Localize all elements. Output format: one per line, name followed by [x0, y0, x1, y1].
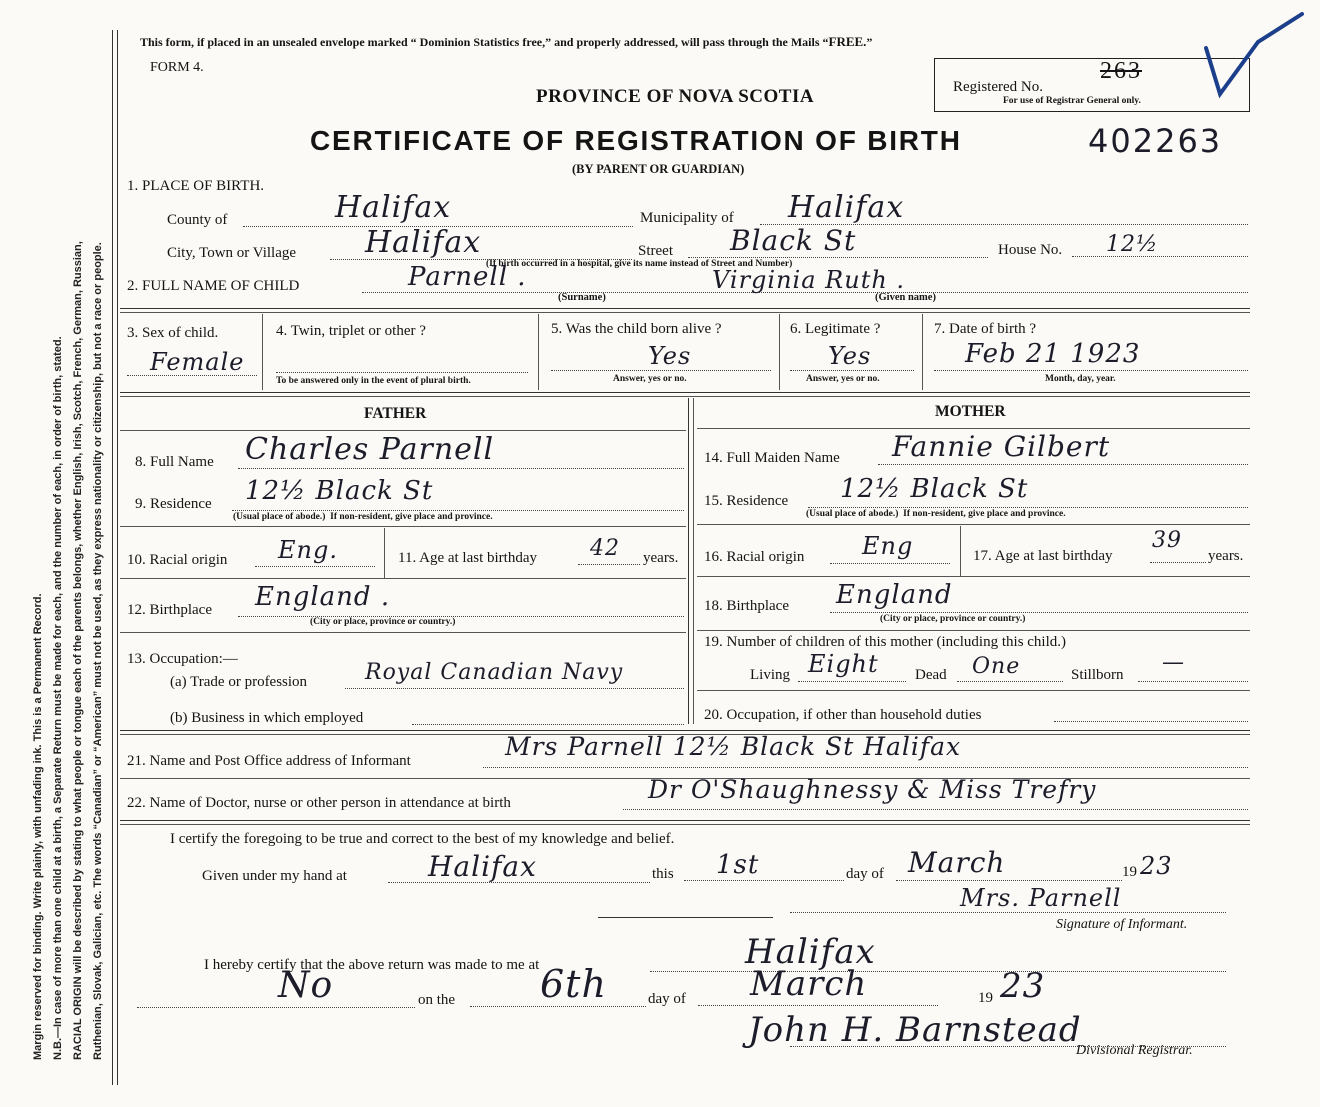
rule-after-row3: [120, 392, 1250, 393]
father-birthplace-note: (City or place, province or country.): [310, 617, 456, 627]
doctor-label: 22. Name of Doctor, nurse or other person in attendance at birth: [127, 795, 511, 811]
given-under-label: Given under my hand at: [202, 868, 347, 884]
mother-birthplace-label: 18. Birthplace: [704, 598, 789, 614]
house-no-value[interactable]: 12½: [1106, 232, 1159, 257]
date-of-birth-label: 7. Date of birth ?: [934, 321, 1037, 337]
father-age-value[interactable]: 42: [590, 536, 620, 561]
mother-name-value[interactable]: Fannie Gilbert: [892, 430, 1111, 463]
divider-16-17: [960, 526, 961, 576]
parents-divider-2: [693, 398, 694, 724]
form-number: FORM 4.: [150, 60, 204, 75]
given-month-line: [896, 880, 1122, 881]
parents-divider: [688, 398, 689, 724]
children-count-label: 19. Number of children of this mother (including this child.): [704, 634, 1067, 650]
registrar-certify-label: I hereby certify that the above return was made to me at: [204, 957, 540, 973]
street-value[interactable]: Black St: [730, 224, 857, 257]
registrar-month-line: [698, 1005, 938, 1006]
mother-residence-label: 15. Residence: [704, 493, 789, 509]
born-alive-label: 5. Was the child born alive ?: [551, 321, 722, 337]
check-mark-icon: [1198, 8, 1310, 100]
trade-value[interactable]: Royal Canadian Navy: [365, 660, 624, 685]
street-line: [688, 257, 988, 258]
on-the-label: on the: [418, 992, 456, 1008]
father-name-label: 8. Full Name: [135, 454, 214, 470]
registered-label: Registered No.: [953, 79, 1043, 95]
father-age-line: [578, 564, 640, 565]
year-prefix-2: 19: [978, 990, 993, 1006]
rule-after-name: [120, 308, 1250, 309]
city-label: City, Town or Village: [167, 245, 297, 261]
legitimate-label: 6. Legitimate ?: [790, 321, 881, 337]
rule-father-head: [120, 430, 686, 431]
margin-note-4: Ruthenian, Slovak, Galician, etc. The words “Canadian” or “American” must not be used, as they express nationality or citizenship, but not a race or people.: [92, 242, 104, 1060]
day-of-label: day of: [846, 866, 884, 882]
mail-notice-free: FREE.: [828, 34, 867, 49]
rule-mother-race: [697, 576, 1250, 577]
usual-abode-text: (Usual place of abode.): [233, 512, 326, 522]
registrar-place-line: [650, 971, 1226, 972]
registered-note: For use of Registrar General only.: [1003, 96, 1141, 106]
registrar-day-line: [470, 1006, 646, 1007]
twin-label: 4. Twin, triplet or other ?: [276, 323, 426, 339]
certify-statement: I certify the foregoing to be true and correct to the best of my knowledge and belief.: [170, 831, 675, 847]
non-resident-text: If non-resident, give place and province.: [330, 512, 493, 522]
place-of-birth-label: 1. PLACE OF BIRTH.: [127, 178, 265, 194]
street-label: Street: [638, 243, 673, 259]
occupation-label: 13. Occupation:—: [127, 651, 238, 667]
municipality-value[interactable]: Halifax: [788, 190, 905, 225]
mother-birthplace-line: [830, 612, 1248, 613]
certificate-subtitle: (BY PARENT OR GUARDIAN): [572, 162, 745, 176]
hospital-note: (If birth occurred in a hospital, give its name instead of Street and Number): [486, 259, 793, 269]
legitimate-note: Answer, yes or no.: [806, 374, 880, 384]
stillborn-label: Stillborn: [1071, 667, 1124, 683]
mother-occupation-label: 20. Occupation, if other than household duties: [704, 707, 982, 723]
divider-4-5: [538, 314, 539, 390]
born-alive-note: Answer, yes or no.: [613, 374, 687, 384]
divider-10-11: [384, 528, 385, 578]
rule-father-res: [120, 526, 686, 527]
rule-after-row3-2: [120, 396, 1250, 397]
certificate-title: CERTIFICATE OF REGISTRATION OF BIRTH: [310, 125, 962, 156]
stillborn-line: [1138, 681, 1248, 682]
rule-before-informant: [120, 730, 1250, 731]
mother-usual-abode-note: [806, 509, 1066, 519]
doctor-value[interactable]: Dr O'Shaughnessy & Miss Trefry: [648, 775, 1097, 804]
father-name-value[interactable]: Charles Parnell: [245, 432, 495, 467]
signature-informant-label: Signature of Informant.: [1056, 917, 1188, 932]
mother-age-value[interactable]: 39: [1152, 528, 1182, 553]
dead-value[interactable]: One: [972, 654, 1021, 679]
father-age-years: years.: [643, 550, 679, 566]
father-heading: FATHER: [364, 405, 427, 422]
margin-note-1: Margin reserved for binding. Write plainly, with unfading ink. This is a Permanent Record.: [32, 593, 44, 1060]
dead-line: [957, 681, 1063, 682]
surname-note: (Surname): [558, 292, 606, 303]
registrar-month-value[interactable]: March: [750, 964, 868, 1004]
mother-name-label: 14. Full Maiden Name: [704, 450, 840, 466]
rule-before-certify-2: [120, 824, 1250, 825]
mother-heading: MOTHER: [935, 403, 1006, 420]
informant-signature-line: [790, 912, 1226, 913]
mother-racial-label: 16. Racial origin: [704, 549, 805, 565]
registrar-number-value[interactable]: No: [278, 965, 334, 1006]
binding-rule: [112, 30, 118, 1085]
father-racial-label: 10. Racial origin: [127, 552, 228, 568]
certificate-number: 402263: [1088, 122, 1223, 160]
given-day-line: [684, 880, 844, 881]
rule-father-race: [120, 578, 686, 579]
county-value[interactable]: Halifax: [335, 190, 452, 225]
mother-name-line: [878, 464, 1248, 465]
rule-mother-res: [697, 524, 1250, 525]
mother-racial-value[interactable]: Eng: [862, 532, 914, 560]
divisional-registrar-label: Divisional Registrar.: [1076, 1043, 1193, 1058]
living-label: Living: [750, 667, 790, 683]
day-of-label-2: day of: [648, 991, 686, 1007]
dead-label: Dead: [915, 667, 947, 683]
house-no-line: [1072, 256, 1248, 257]
registrar-day-value[interactable]: 6th: [540, 962, 607, 1006]
date-of-birth-note: Month, day, year.: [1045, 374, 1116, 384]
sex-label: 3. Sex of child.: [127, 325, 219, 341]
living-line: [798, 681, 906, 682]
mother-age-label: 17. Age at last birthday: [973, 548, 1113, 564]
child-name-label: 2. FULL NAME OF CHILD: [127, 278, 300, 294]
rule-before-certify: [120, 820, 1250, 821]
father-name-line: [238, 468, 684, 469]
province-heading: PROVINCE OF NOVA SCOTIA: [536, 86, 815, 107]
twin-note: To be answered only in the event of plural birth.: [276, 376, 471, 386]
year-prefix: 19: [1122, 864, 1137, 880]
father-usual-abode-note: [233, 512, 493, 522]
divider-5-6: [779, 314, 780, 390]
registrar-signature-value[interactable]: John H. Barnstead: [748, 1010, 1082, 1050]
father-age-label: 11. Age at last birthday: [398, 550, 537, 566]
this-label: this: [652, 866, 674, 882]
father-racial-line: [255, 566, 375, 567]
registrar-place-value[interactable]: Halifax: [745, 932, 876, 972]
date-of-birth-line: [934, 370, 1248, 371]
date-of-birth-value[interactable]: Feb 21 1923: [965, 339, 1141, 369]
signature-short-rule: [598, 917, 773, 918]
usual-abode-text-m: (Usual place of abode.): [806, 509, 899, 519]
business-line: [412, 724, 684, 725]
informant-value[interactable]: Mrs Parnell 12½ Black St Halifax: [505, 732, 962, 761]
registrar-number-line: [137, 1007, 415, 1008]
business-label: (b) Business in which employed: [170, 710, 364, 726]
given-at-value[interactable]: Halifax: [428, 850, 537, 883]
trade-line: [345, 688, 684, 689]
father-residence-line: [232, 510, 684, 511]
mother-birthplace-value[interactable]: England: [836, 580, 953, 610]
non-resident-text-m: If non-resident, give place and province.: [903, 509, 1066, 519]
father-birthplace-line: [238, 616, 684, 617]
born-alive-value[interactable]: Yes: [648, 342, 692, 370]
registered-struck-number: 263: [1100, 58, 1142, 84]
rule-mother-children: [697, 690, 1250, 691]
city-value[interactable]: Halifax: [365, 225, 482, 260]
mother-age-line: [1150, 562, 1206, 563]
sex-value[interactable]: Female: [150, 348, 245, 376]
mother-age-years: years.: [1208, 548, 1244, 564]
mother-birthplace-note: (City or place, province or country.): [880, 614, 1026, 624]
divider-3-4: [262, 314, 263, 390]
rule-mother-birth: [697, 630, 1250, 631]
rule-father-birth: [120, 632, 686, 633]
margin-note-2: N.B.—In case of more than one child at a birth, a Separate Return must be made for each, and the number of each, in order of birth, stated.: [52, 336, 64, 1060]
child-given-name-value[interactable]: Virginia Ruth .: [712, 266, 906, 294]
given-day-value[interactable]: 1st: [716, 850, 760, 880]
legitimate-value[interactable]: Yes: [828, 342, 872, 370]
informant-signature-value[interactable]: Mrs. Parnell: [960, 884, 1122, 912]
father-residence-value[interactable]: 12½ Black St: [245, 476, 434, 506]
father-residence-label: 9. Residence: [135, 496, 212, 512]
trade-label: (a) Trade or profession: [170, 674, 308, 690]
mail-notice: [140, 34, 872, 50]
mother-occupation-line: [1054, 721, 1248, 722]
father-birthplace-label: 12. Birthplace: [127, 602, 212, 618]
mother-residence-line: [808, 507, 1248, 508]
rule-after-name-2: [120, 312, 1250, 313]
mother-racial-line: [830, 563, 950, 564]
mail-notice-end: ”: [866, 35, 873, 49]
twin-line: [276, 372, 528, 373]
house-no-label: House No.: [998, 242, 1063, 258]
informant-line: [483, 767, 1248, 768]
county-label: County of: [167, 212, 228, 228]
mail-notice-text: This form, if placed in an unsealed envelope marked “ Dominion Statistics free,” and properly addressed, will pass through the Mails “: [140, 35, 829, 49]
informant-label: 21. Name and Post Office address of Informant: [127, 753, 411, 769]
born-alive-line: [551, 370, 771, 371]
registrar-year-value[interactable]: 23: [1000, 966, 1046, 1006]
doctor-line: [623, 809, 1248, 810]
father-birthplace-value[interactable]: England .: [255, 582, 391, 612]
living-value[interactable]: Eight: [808, 650, 879, 678]
divider-6-7: [922, 314, 923, 390]
given-name-note: (Given name): [875, 292, 936, 303]
margin-note-3: RACIAL ORIGIN will be described by stating to what people or tongue each of the parents belongs, whether English, Irish, Scotch, French, German, Russian,: [72, 241, 84, 1060]
mother-residence-value[interactable]: 12½ Black St: [840, 474, 1029, 504]
stillborn-value[interactable]: —: [1162, 650, 1185, 675]
child-surname-value[interactable]: Parnell .: [408, 262, 527, 292]
given-month-value[interactable]: March: [908, 846, 1006, 879]
rule-mother-head: [697, 428, 1250, 429]
father-racial-value[interactable]: Eng.: [278, 536, 338, 564]
given-year-value[interactable]: 23: [1140, 852, 1173, 880]
municipality-label: Municipality of: [640, 210, 734, 226]
legitimate-line: [790, 370, 914, 371]
